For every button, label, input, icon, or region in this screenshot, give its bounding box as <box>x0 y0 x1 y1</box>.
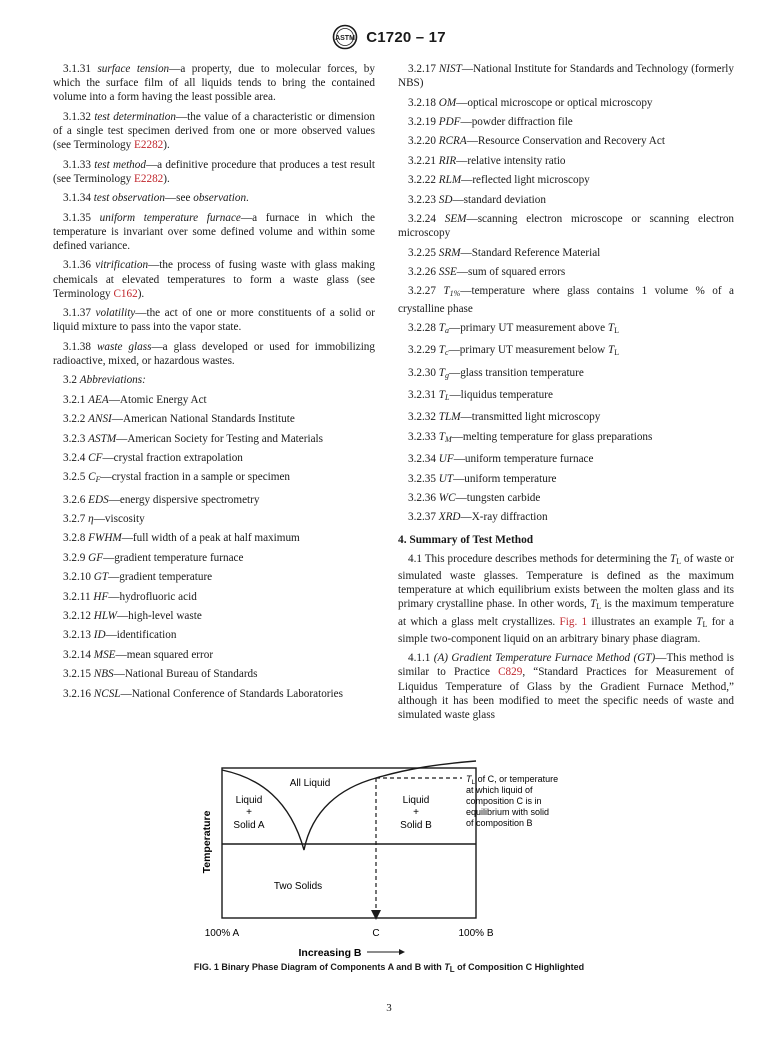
page-number: 3 <box>386 1002 392 1014</box>
definition-3-1-37: 3.1.37 volatility—the act of one or more constituents of a solid or liquid mixture to pass into the vapor state. <box>53 307 376 334</box>
region-all-liquid: All Liquid <box>289 778 331 789</box>
abbreviation-item: 3.2.28 $T_a—primary$ UT measurement above $T_L$ <box>408 321 619 335</box>
abbreviation-item: 3.2.21 RIR—relative intensity ratio <box>408 154 566 167</box>
abbreviation-item: 3.2.9 GF—gradient temperature furnace <box>63 551 244 564</box>
abbreviations-heading: 3.2 Abbreviations: <box>63 374 146 387</box>
abbreviation-item: 3.2.12 HLW—high-level waste <box>63 610 202 623</box>
abbreviation-item: 3.2.6 EDS—energy dispersive spectrometry <box>63 493 260 506</box>
abbreviation-item: 3.2.5 $C_F—crystal$ fraction in a sample or specimen <box>63 471 291 485</box>
abbreviation-item: 3.2.34 UF—uniform temperature furnace <box>408 453 594 466</box>
tick-100-b: 100% B <box>458 928 494 939</box>
abbreviation-item: 3.2.17 NIST—National Institute for Standards and Technology (formerly NBS) <box>398 63 734 90</box>
region-liquid-a-label: Liquid <box>235 795 263 806</box>
abbreviation-item: 3.2.14 MSE—mean squared error <box>63 648 214 661</box>
abbreviation-list <box>398 96 734 207</box>
abbreviation-item: 3.2.19 PDF—powder diffraction file <box>408 115 573 128</box>
abbreviation-item: 3.2.24 SEM—scanning electron microscope or scanning electron microscopy <box>398 212 735 240</box>
abbreviation-item: 3.2.18 OM—optical microscope or optical microscopy <box>408 96 653 109</box>
region-solid-a: Solid A <box>233 820 265 831</box>
abbreviation-item: 3.2.10 GT—gradient temperature <box>63 571 213 584</box>
definition-3-1-33: 3.1.33 test method—a definitive procedure that produces a test result (see Terminology E2282). <box>53 158 376 185</box>
tick-c: C <box>372 928 380 939</box>
abbreviation-list <box>53 393 375 682</box>
abbreviation-item: 3.2.11 HF—hydrofluoric acid <box>63 590 197 603</box>
annotation-line-2: at which liquid of <box>466 785 533 795</box>
abbreviation-item: 3.2.7 η—viscosity <box>63 513 145 526</box>
phase-diagram <box>200 750 600 960</box>
abbreviation-item: 3.2.2 ANSI—American National Standards Institute <box>63 413 295 426</box>
section-heading: 4. Summary of Test Method <box>398 533 534 546</box>
definition-3-1-35: 3.1.35 uniform temperature furnace—a furnace in which the temperature is invariant over some defined volume and within some defined variance. <box>53 211 376 252</box>
region-plus-a: + <box>246 807 252 818</box>
definition-3-1-36: 3.1.36 vitrification—the process of fusing waste with glass making chemicals at elevated temperatures to form a waste glass (see Terminology C162). <box>53 259 375 300</box>
phase-diagram-figure <box>200 750 600 990</box>
annotation-line-1: $T_L$ of C, or temperature <box>466 774 559 786</box>
paragraph-4-1-1: 4.1.1 (A) Gradient Temperature Furnace Method (GT)—This method is similar to Practice C829, “Standard Practices for Measurement of Liquidus Temperature of Glass by the Gradient Furnace Method,” although it has been modified to meet the specific needs of waste and simulated waste glass <box>398 652 735 722</box>
abbreviation-item: 3.2.30 $T_g—glass$ transition temperature <box>408 366 584 380</box>
definition-3-1-32: 3.1.32 test determination—the value of a characteristic or dimension of a single test specimen derived from one or more observed values (see Terminology E2282). <box>53 110 375 152</box>
abbreviation-item: 3.2.3 ASTM—American Society for Testing and Materials <box>63 432 323 445</box>
page-header <box>0 24 778 50</box>
astm-logo-icon <box>332 24 358 50</box>
abbreviation-item: 3.2.23 SD—standard deviation <box>408 193 546 206</box>
region-solid-b: Solid B <box>400 820 432 831</box>
figure-caption: FIG. 1 Binary Phase Diagram of Components A and B with $T_L$ of Composition C Highlighted <box>193 962 585 974</box>
ref-link-c162[interactable]: C162 <box>113 287 138 300</box>
paragraph-4-1: 4.1 This procedure describes methods for determining the $T_L$ of waste or simulated waste glasses. Temperature is defined as the maximum temperature at which equilibrium exists between the molten glass and its primary crystalline phase. In other words, $T_L$ is the maximum temperature at which a glass melt crystallizes. Fig. 1 illustrates an example $T_L$ for a simple two-component liquid on an arbitrary binary phase diagram. <box>398 552 735 645</box>
abbreviation-item: 3.2.36 WC—tungsten carbide <box>408 492 541 505</box>
ref-link-c829[interactable]: C829 <box>498 666 523 679</box>
region-two-solids: Two Solids <box>273 881 323 892</box>
svg-text:ASTM: ASTM <box>335 35 356 42</box>
abbreviation-item: 3.2.27 $T_{1\%}—temperature$ where glass contains 1 volume % of a crystalline phase <box>398 285 734 315</box>
right-column <box>398 62 734 727</box>
abbreviation-item: 3.2.37 XRD—X-ray diffraction <box>408 511 548 524</box>
x-axis-label: Increasing B <box>298 947 362 959</box>
region-plus-b: + <box>413 807 419 818</box>
abbreviation-item: 3.2.4 CF—crystal fraction extrapolation <box>63 451 243 464</box>
abbreviation-item: 3.2.26 SSE—sum of squared errors <box>408 265 566 278</box>
abbreviation-item: 3.2.32 TLM—transmitted light microscopy <box>408 411 601 424</box>
abbreviation-item: 3.2.8 FWHM—full width of a peak at half maximum <box>63 532 300 545</box>
abbreviation-list <box>398 321 734 525</box>
left-column <box>53 62 375 706</box>
document-id: C1720 – 17 <box>366 28 446 46</box>
annotation-line-3: composition C is in <box>466 796 542 806</box>
abbreviation-item: 3.2.25 SRM—Standard Reference Material <box>408 246 601 259</box>
abbreviation-item: 3.2.20 RCRA—Resource Conservation and Recovery Act <box>408 135 665 148</box>
abbreviation-item: 3.2.13 ID—identification <box>63 629 177 642</box>
definition-3-1-31: 3.1.31 surface tension—a property, due to molecular forces, by which the surface film of all liquids tends to bring the contained volume into a form having the least possible area. <box>53 63 375 104</box>
tick-100-a: 100% A <box>204 928 240 939</box>
abbreviation-item: 3.2.15 NBS—National Bureau of Standards <box>63 668 258 681</box>
abbreviation-item: 3.2.16 NCSL—National Conference of Standards Laboratories <box>63 687 343 700</box>
figure-link[interactable]: Fig. 1 <box>559 615 588 628</box>
abbreviation-list <box>398 246 734 280</box>
diagram-frame <box>222 768 476 918</box>
definition-3-1-34: 3.1.34 test observation—see observation. <box>63 192 249 205</box>
ref-link-e2282[interactable]: E2282 <box>134 139 164 152</box>
y-axis-label: Temperature <box>201 810 213 874</box>
arrow-head-icon <box>399 949 405 955</box>
abbreviation-item: 3.2.31 $T_L—liquidus$ temperature <box>408 389 553 403</box>
annotation-line-5: of composition B <box>466 818 533 828</box>
annotation-line-4: equilibrium with solid <box>466 807 550 817</box>
ref-link-e2282[interactable]: E2282 <box>134 172 164 185</box>
abbreviation-item: 3.2.33 $T_M—melting$ temperature for glass preparations <box>408 430 653 444</box>
definition-3-1-38: 3.1.38 waste glass—a glass developed or used for immobilizing radioactive, mixed, or hazardous wastes. <box>53 340 375 367</box>
abbreviation-item: 3.2.22 RLM—reflected light microscopy <box>408 174 590 187</box>
abbreviation-item: 3.2.35 UT—uniform temperature <box>408 472 557 485</box>
abbreviation-item: 3.2.29 $T_c—primary$ UT measurement below $T_L$ <box>408 344 620 358</box>
region-liquid-b-label: Liquid <box>402 795 430 806</box>
abbreviation-item: 3.2.1 AEA—Atomic Energy Act <box>63 393 207 406</box>
